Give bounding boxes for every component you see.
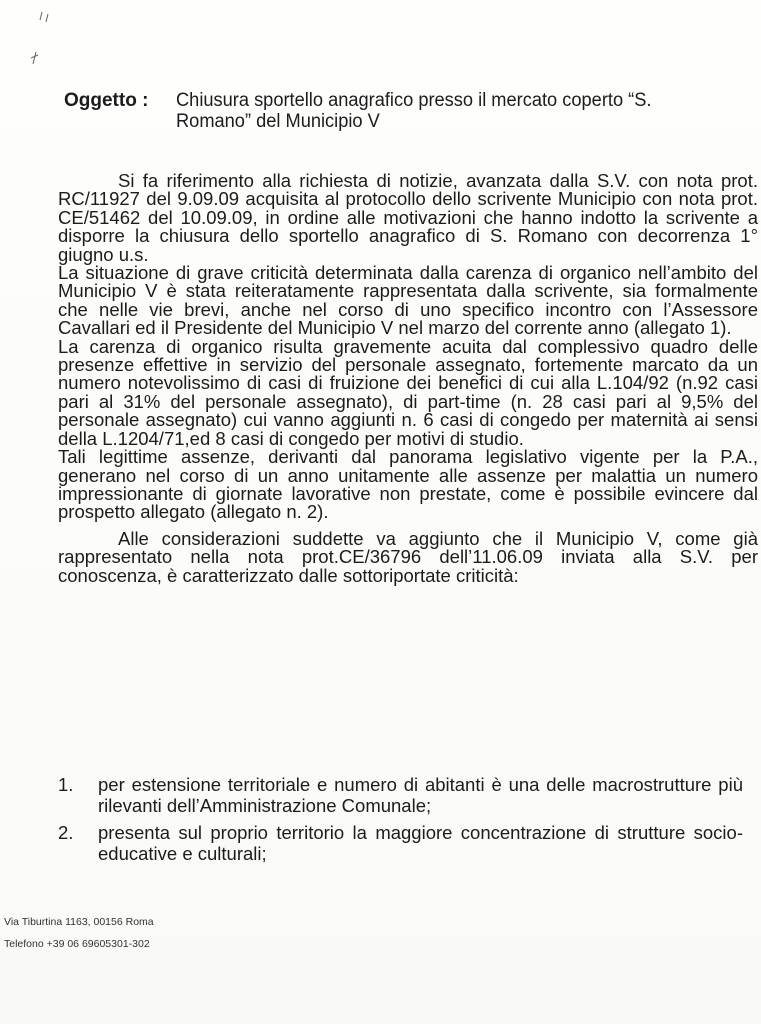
- paragraph-legitimate-absences: Tali legittime assenze, derivanti dal panorama legislativo vigente per la P.A., generano nel corso di un anno unitamente alle assenze per malattia un numero impressionante di giornate lavorative non prestate, come è possibile evincere dal prospetto allegato (allegato n. 2).: [58, 446, 758, 523]
- footer-address: Via Tiburtina 1163, 00156 Roma: [4, 916, 154, 928]
- list-item-text: presenta sul proprio territorio la maggiore concentrazione di strutture socio-educative e culturali;: [98, 822, 743, 864]
- list-item-text: per estensione territoriale e numero di abitanti è una delle macrostrutture più rilevanti dell’Amministrazione Comunale;: [98, 774, 743, 816]
- subject-line: [64, 90, 744, 132]
- paragraph-absences-detail: La carenza di organico risulta gravemente acuita dal complessivo quadro delle presenze effettive in servizio del personale assegnato, fortemente marcato da un numero notevolissimo di casi di fruizione dei benefici di cui alla L.104/92 (n.92 casi pari al 31% del personale assegnato), di part-time (n. 28 casi pari al 9,5% del personale assegnato) cui vanno aggiunti n. 6 casi di congedo per maternità ai sensi della L.1204/71,ed 8 casi di congedo per motivi di studio.: [58, 335, 758, 449]
- footer-phone: Telefono +39 06 69605301-302: [4, 938, 150, 950]
- list-item: [58, 822, 748, 864]
- list-item-number: 1.: [58, 774, 74, 795]
- subject-text: Chiusura sportello anagrafico presso il mercato coperto “S. Romano” del Municipio V: [176, 90, 652, 132]
- list-item: [58, 774, 748, 816]
- list-item-number: 2.: [58, 822, 74, 843]
- scan-speck-mark: [28, 8, 58, 68]
- letter-body: [58, 172, 758, 585]
- footer-contact: [4, 911, 154, 955]
- paragraph-request-reference: Si fa riferimento alla richiesta di notizie, avanzata dalla S.V. con nota prot. RC/11927 del 9.09.09 acquisita al protocollo dello scrivente Municipio con nota prot. CE/51462 del 10.09.09, in ordine alle motivazioni che hanno indotto la scrivente a disporre la chiusura dello sportello anagrafico di S. Romano con decorrenza 1° giugno u.s.: [58, 170, 758, 265]
- paragraph-additional-considerations: Alle considerazioni suddette va aggiunto che il Municipio V, come già rappresentato nella nota prot.CE/36796 dell’11.06.09 inviata alla S.V. per conoscenza, è caratterizzato dalle sottoriportate criticità:: [58, 527, 758, 586]
- criticality-list: [58, 774, 748, 870]
- subject-label: Oggetto :: [64, 90, 149, 111]
- paragraph-staff-shortage: La situazione di grave criticità determinata dalla carenza di organico nell’ambito del Municipio V è stata reiteratamente rappresentata dalla scrivente, sia formalmente che nelle vie brevi, anche nel corso di uno specifico incontro con l’Assessore Cavallari ed il Presidente del Municipio V nel marzo del corrente anno (allegato 1).: [58, 262, 758, 339]
